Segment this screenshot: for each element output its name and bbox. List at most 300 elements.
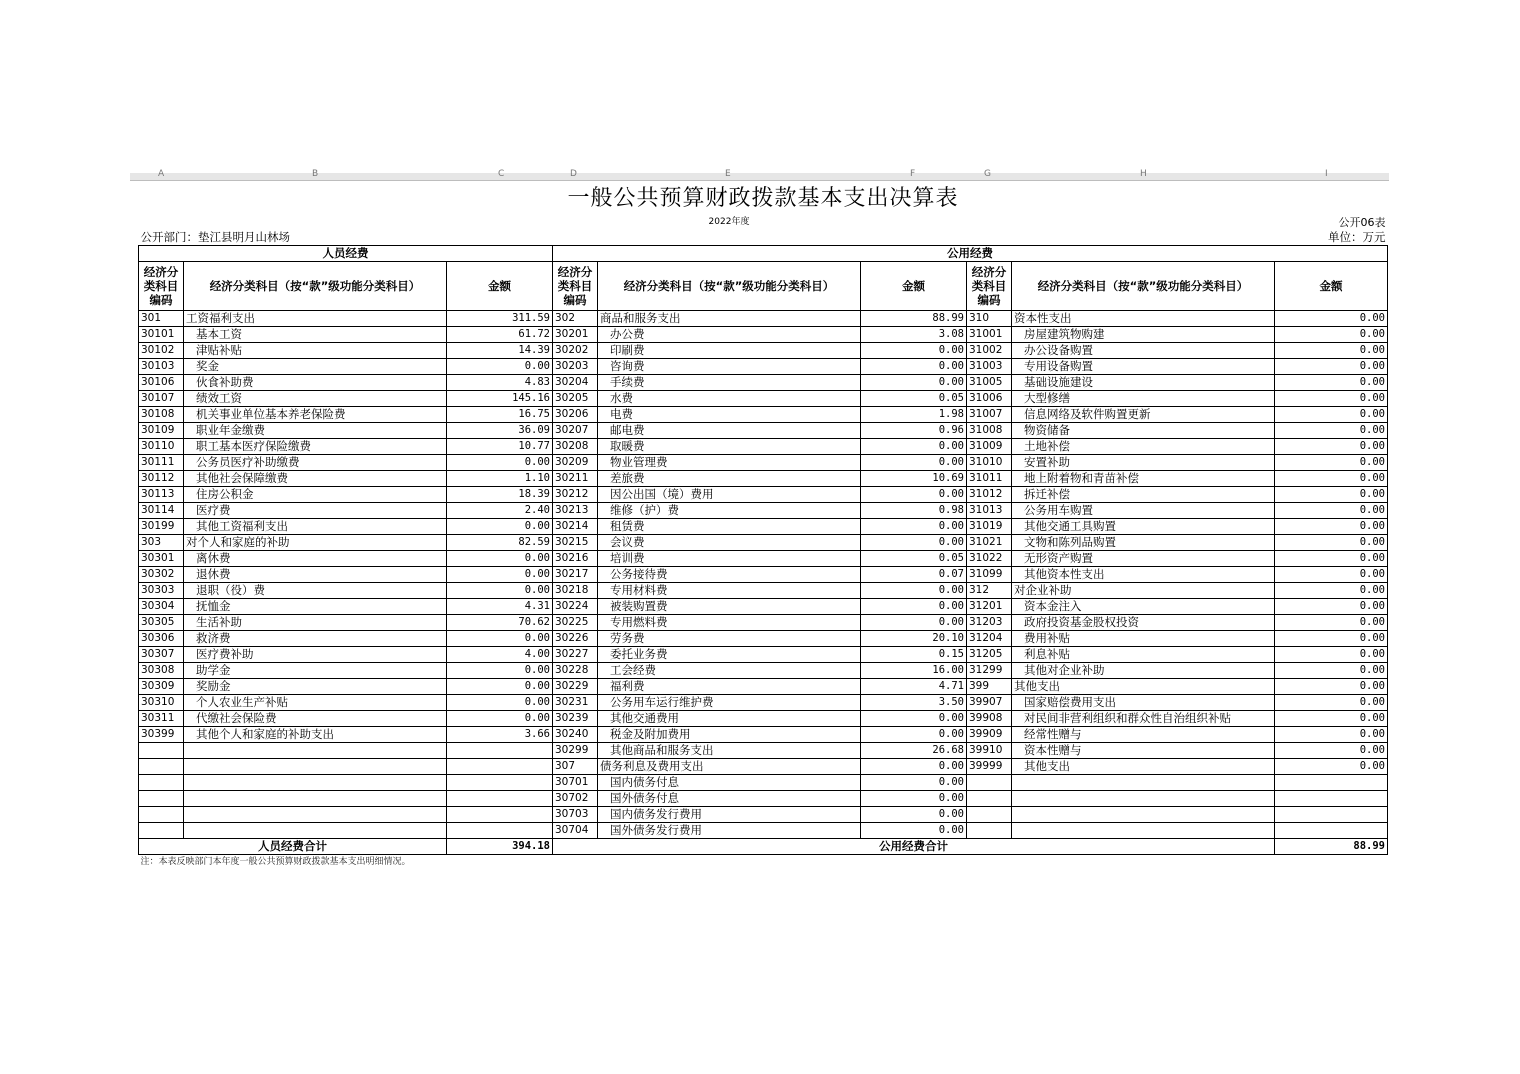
cell-code <box>139 759 184 775</box>
cell-amount: 0.00 <box>861 359 967 375</box>
cell-item-name: 其他交通工具购置 <box>1012 519 1275 535</box>
cell-amount <box>1275 775 1388 791</box>
cell-item-name: 物资储备 <box>1012 423 1275 439</box>
cell-code <box>139 791 184 807</box>
cell-item-name: 印刷费 <box>598 343 861 359</box>
cell-item-name: 公务接待费 <box>598 567 861 583</box>
cell-amount: 0.00 <box>1275 535 1388 551</box>
cell-code: 30225 <box>553 615 598 631</box>
cell-code: 30305 <box>139 615 184 631</box>
cell-amount: 0.00 <box>447 455 553 471</box>
cell-item-name <box>184 791 447 807</box>
cell-amount: 0.00 <box>1275 471 1388 487</box>
cell-amount <box>1275 791 1388 807</box>
cell-item-name: 拆迁补偿 <box>1012 487 1275 503</box>
cell-code: 31005 <box>967 375 1012 391</box>
code-header: 经济分类科目编码 <box>139 262 184 311</box>
cell-amount: 0.00 <box>1275 439 1388 455</box>
cell-amount: 0.00 <box>861 711 967 727</box>
cell-item-name: 邮电费 <box>598 423 861 439</box>
cell-amount: 10.77 <box>447 439 553 455</box>
table-row <box>139 311 1388 327</box>
cell-item-name: 租赁费 <box>598 519 861 535</box>
cell-code: 30306 <box>139 631 184 647</box>
cell-code: 30211 <box>553 471 598 487</box>
cell-item-name: 助学金 <box>184 663 447 679</box>
cell-code: 30203 <box>553 359 598 375</box>
cell-code: 31204 <box>967 631 1012 647</box>
year-label: 2022年度 <box>708 217 750 227</box>
cell-code: 39907 <box>967 695 1012 711</box>
cell-code: 30109 <box>139 423 184 439</box>
col-letter: A <box>158 169 165 179</box>
cell-amount: 2.40 <box>447 503 553 519</box>
cell-item-name: 其他资本性支出 <box>1012 567 1275 583</box>
cell-code: 30231 <box>553 695 598 711</box>
footnote: 注：本表反映部门本年度一般公共预算财政拨款基本支出明细情况。 <box>140 857 411 867</box>
cell-code: 30307 <box>139 647 184 663</box>
cell-code: 39909 <box>967 727 1012 743</box>
cell-item-name: 大型修缮 <box>1012 391 1275 407</box>
cell-amount: 0.00 <box>447 631 553 647</box>
cell-amount: 0.00 <box>1275 407 1388 423</box>
cell-item-name: 退职（役）费 <box>184 583 447 599</box>
cell-amount: 0.00 <box>447 567 553 583</box>
cell-code: 301 <box>139 311 184 327</box>
name-header: 经济分类科目（按“款”级功能分类科目） <box>1012 262 1275 311</box>
col-letter: H <box>1140 169 1147 179</box>
cell-amount: 0.00 <box>861 727 967 743</box>
cell-code: 30704 <box>553 823 598 839</box>
cell-code: 30113 <box>139 487 184 503</box>
table-row <box>139 391 1388 407</box>
cell-amount: 0.00 <box>447 359 553 375</box>
cell-item-name: 职工基本医疗保险缴费 <box>184 439 447 455</box>
cell-code <box>139 823 184 839</box>
cell-amount: 4.71 <box>861 679 967 695</box>
cell-code: 312 <box>967 583 1012 599</box>
table-row <box>139 727 1388 743</box>
cell-item-name: 国外债务发行费用 <box>598 823 861 839</box>
cell-item-name: 经常性赠与 <box>1012 727 1275 743</box>
table-row <box>139 743 1388 759</box>
cell-item-name: 专用材料费 <box>598 583 861 599</box>
cell-code: 30229 <box>553 679 598 695</box>
col-letter: F <box>910 169 916 179</box>
col-letter: C <box>498 169 505 179</box>
cell-item-name: 安置补助 <box>1012 455 1275 471</box>
cell-item-name <box>184 775 447 791</box>
cell-code: 30107 <box>139 391 184 407</box>
cell-code: 39999 <box>967 759 1012 775</box>
cell-amount: 0.00 <box>447 663 553 679</box>
cell-code: 30240 <box>553 727 598 743</box>
cell-item-name <box>184 807 447 823</box>
cell-amount: 0.00 <box>861 455 967 471</box>
cell-code: 31019 <box>967 519 1012 535</box>
cell-amount: 0.00 <box>861 615 967 631</box>
cell-item-name: 福利费 <box>598 679 861 695</box>
cell-code: 30216 <box>553 551 598 567</box>
cell-item-name: 水费 <box>598 391 861 407</box>
cell-item-name: 生活补助 <box>184 615 447 631</box>
cell-amount: 0.00 <box>861 599 967 615</box>
cell-code: 31010 <box>967 455 1012 471</box>
table-row <box>139 823 1388 839</box>
cell-item-name: 取暖费 <box>598 439 861 455</box>
cell-item-name: 国内债务付息 <box>598 775 861 791</box>
cell-amount: 0.00 <box>1275 423 1388 439</box>
cell-code: 30199 <box>139 519 184 535</box>
cell-amount <box>447 743 553 759</box>
cell-code: 30212 <box>553 487 598 503</box>
cell-item-name: 公务用车运行维护费 <box>598 695 861 711</box>
personnel-total-label: 人员经费合计 <box>139 839 447 855</box>
name-header: 经济分类科目（按“款”级功能分类科目） <box>598 262 861 311</box>
cell-item-name: 公务用车购置 <box>1012 503 1275 519</box>
cell-amount: 0.00 <box>1275 343 1388 359</box>
cell-amount: 0.00 <box>1275 311 1388 327</box>
cell-code: 30112 <box>139 471 184 487</box>
cell-amount: 88.99 <box>861 311 967 327</box>
cell-item-name: 医疗费 <box>184 503 447 519</box>
cell-code: 30110 <box>139 439 184 455</box>
name-header: 经济分类科目（按“款”级功能分类科目） <box>184 262 447 311</box>
cell-item-name: 办公设备购置 <box>1012 343 1275 359</box>
col-letter: E <box>725 169 731 179</box>
code-header: 经济分类科目编码 <box>553 262 598 311</box>
cell-item-name: 劳务费 <box>598 631 861 647</box>
cell-item-name: 其他商品和服务支出 <box>598 743 861 759</box>
cell-code: 30218 <box>553 583 598 599</box>
table-row <box>139 647 1388 663</box>
cell-amount: 0.00 <box>1275 327 1388 343</box>
cell-amount: 0.00 <box>447 711 553 727</box>
cell-code <box>139 775 184 791</box>
cell-item-name: 其他社会保障缴费 <box>184 471 447 487</box>
cell-amount: 0.00 <box>1275 631 1388 647</box>
cell-item-name: 土地补偿 <box>1012 439 1275 455</box>
cell-code: 30703 <box>553 807 598 823</box>
cell-item-name: 其他交通费用 <box>598 711 861 727</box>
cell-code: 31008 <box>967 423 1012 439</box>
cell-item-name: 工资福利支出 <box>184 311 447 327</box>
amount-header: 金额 <box>447 262 553 311</box>
cell-amount: 0.00 <box>861 487 967 503</box>
department-label: 公开部门：垫江县明月山林场 <box>140 230 290 244</box>
cell-amount: 18.39 <box>447 487 553 503</box>
cell-amount: 0.00 <box>447 519 553 535</box>
cell-code: 31007 <box>967 407 1012 423</box>
cell-code: 302 <box>553 311 598 327</box>
page-title: 一般公共预算财政拨款基本支出决算表 <box>567 185 959 211</box>
cell-item-name <box>1012 807 1275 823</box>
cell-amount: 0.00 <box>861 807 967 823</box>
table-row <box>139 519 1388 535</box>
cell-item-name: 文物和陈列品购置 <box>1012 535 1275 551</box>
col-letter: D <box>570 169 577 179</box>
cell-item-name <box>184 823 447 839</box>
cell-amount: 0.00 <box>1275 551 1388 567</box>
table-row <box>139 759 1388 775</box>
cell-amount: 4.00 <box>447 647 553 663</box>
cell-amount: 0.00 <box>1275 743 1388 759</box>
cell-code: 30226 <box>553 631 598 647</box>
cell-code: 30224 <box>553 599 598 615</box>
cell-code: 30205 <box>553 391 598 407</box>
cell-code: 31002 <box>967 343 1012 359</box>
cell-code: 31022 <box>967 551 1012 567</box>
cell-item-name <box>1012 775 1275 791</box>
amount-header: 金额 <box>1275 262 1388 311</box>
cell-code: 31011 <box>967 471 1012 487</box>
cell-amount: 3.50 <box>861 695 967 711</box>
cell-item-name: 退休费 <box>184 567 447 583</box>
cell-item-name: 费用补贴 <box>1012 631 1275 647</box>
cell-amount: 0.00 <box>861 375 967 391</box>
cell-amount: 82.59 <box>447 535 553 551</box>
cell-item-name: 其他工资福利支出 <box>184 519 447 535</box>
cell-code: 30201 <box>553 327 598 343</box>
cell-item-name: 其他对企业补助 <box>1012 663 1275 679</box>
cell-code: 30304 <box>139 599 184 615</box>
cell-amount: 20.10 <box>861 631 967 647</box>
table-row <box>139 775 1388 791</box>
cell-amount <box>447 775 553 791</box>
cell-amount: 0.00 <box>1275 615 1388 631</box>
cell-amount: 0.00 <box>447 695 553 711</box>
cell-code: 30202 <box>553 343 598 359</box>
cell-amount: 0.05 <box>861 551 967 567</box>
cell-amount: 145.16 <box>447 391 553 407</box>
cell-code: 30701 <box>553 775 598 791</box>
cell-amount: 311.59 <box>447 311 553 327</box>
cell-code: 31021 <box>967 535 1012 551</box>
cell-amount: 0.07 <box>861 567 967 583</box>
cell-item-name: 职业年金缴费 <box>184 423 447 439</box>
cell-amount: 0.00 <box>1275 519 1388 535</box>
table-row <box>139 327 1388 343</box>
cell-code: 31299 <box>967 663 1012 679</box>
cell-item-name: 培训费 <box>598 551 861 567</box>
cell-item-name: 伙食补助费 <box>184 375 447 391</box>
cell-code: 30228 <box>553 663 598 679</box>
cell-amount: 0.00 <box>1275 503 1388 519</box>
cell-code: 30702 <box>553 791 598 807</box>
public-total-label: 公用经费合计 <box>553 839 1275 855</box>
table-row <box>139 471 1388 487</box>
cell-code: 31099 <box>967 567 1012 583</box>
cell-amount: 0.00 <box>861 519 967 535</box>
public-total-value: 88.99 <box>1275 839 1388 855</box>
cell-item-name: 住房公积金 <box>184 487 447 503</box>
cell-item-name: 专用设备购置 <box>1012 359 1275 375</box>
cell-amount: 16.00 <box>861 663 967 679</box>
cell-amount: 70.62 <box>447 615 553 631</box>
cell-amount: 14.39 <box>447 343 553 359</box>
cell-item-name: 被装购置费 <box>598 599 861 615</box>
table-row <box>139 375 1388 391</box>
cell-item-name: 手续费 <box>598 375 861 391</box>
cell-amount: 3.66 <box>447 727 553 743</box>
table-row <box>139 807 1388 823</box>
cell-item-name: 奖金 <box>184 359 447 375</box>
cell-amount: 36.09 <box>447 423 553 439</box>
cell-amount: 0.00 <box>1275 647 1388 663</box>
table-row <box>139 679 1388 695</box>
table-row <box>139 695 1388 711</box>
cell-amount: 0.00 <box>1275 711 1388 727</box>
cell-item-name: 地上附着物和青苗补偿 <box>1012 471 1275 487</box>
cell-amount: 0.00 <box>1275 583 1388 599</box>
cell-item-name: 资本性支出 <box>1012 311 1275 327</box>
cell-code: 31205 <box>967 647 1012 663</box>
cell-amount: 1.10 <box>447 471 553 487</box>
personnel-total-value: 394.18 <box>447 839 553 855</box>
cell-code: 30101 <box>139 327 184 343</box>
cell-amount: 0.00 <box>861 759 967 775</box>
cell-amount: 0.00 <box>861 535 967 551</box>
cell-code: 30204 <box>553 375 598 391</box>
cell-amount: 1.98 <box>861 407 967 423</box>
cell-item-name: 津贴补贴 <box>184 343 447 359</box>
cell-item-name <box>1012 791 1275 807</box>
cell-code: 30213 <box>553 503 598 519</box>
cell-amount: 0.00 <box>1275 599 1388 615</box>
cell-code: 30308 <box>139 663 184 679</box>
cell-item-name: 国外债务付息 <box>598 791 861 807</box>
cell-code: 31009 <box>967 439 1012 455</box>
cell-item-name: 绩效工资 <box>184 391 447 407</box>
cell-amount: 0.00 <box>447 679 553 695</box>
cell-code: 30114 <box>139 503 184 519</box>
spreadsheet <box>130 169 1389 870</box>
cell-amount: 0.00 <box>861 439 967 455</box>
cell-code: 30206 <box>553 407 598 423</box>
cell-code: 30227 <box>553 647 598 663</box>
cell-item-name: 专用燃料费 <box>598 615 861 631</box>
cell-amount: 0.00 <box>1275 359 1388 375</box>
cell-amount: 0.00 <box>447 583 553 599</box>
cell-amount: 4.83 <box>447 375 553 391</box>
cell-item-name: 资本性赠与 <box>1012 743 1275 759</box>
cell-code: 30239 <box>553 711 598 727</box>
table-row <box>139 487 1388 503</box>
amount-header: 金额 <box>861 262 967 311</box>
cell-code: 39908 <box>967 711 1012 727</box>
cell-item-name: 无形资产购置 <box>1012 551 1275 567</box>
table-row <box>139 407 1388 423</box>
cell-code <box>967 823 1012 839</box>
table-row <box>139 599 1388 615</box>
table-row <box>139 503 1388 519</box>
cell-amount: 0.00 <box>447 551 553 567</box>
table-row <box>139 423 1388 439</box>
cell-code: 307 <box>553 759 598 775</box>
table-row <box>139 343 1388 359</box>
unit-label: 单位：万元 <box>1328 230 1386 244</box>
cell-amount: 0.00 <box>1275 727 1388 743</box>
cell-code: 30309 <box>139 679 184 695</box>
cell-item-name: 房屋建筑物购建 <box>1012 327 1275 343</box>
cell-code <box>967 775 1012 791</box>
cell-amount: 0.00 <box>1275 455 1388 471</box>
cell-amount: 16.75 <box>447 407 553 423</box>
cell-item-name: 委托业务费 <box>598 647 861 663</box>
cell-item-name: 因公出国（境）费用 <box>598 487 861 503</box>
cell-item-name: 离休费 <box>184 551 447 567</box>
table-row <box>139 551 1388 567</box>
column-header-bar <box>130 169 1389 181</box>
cell-amount <box>447 759 553 775</box>
cell-item-name <box>1012 823 1275 839</box>
cell-code: 30399 <box>139 727 184 743</box>
cell-item-name: 救济费 <box>184 631 447 647</box>
cell-item-name: 抚恤金 <box>184 599 447 615</box>
cell-amount: 0.00 <box>1275 759 1388 775</box>
cell-item-name: 奖励金 <box>184 679 447 695</box>
table-row <box>139 615 1388 631</box>
cell-code: 30103 <box>139 359 184 375</box>
cell-item-name: 医疗费补助 <box>184 647 447 663</box>
cell-amount: 3.08 <box>861 327 967 343</box>
cell-amount: 0.00 <box>861 343 967 359</box>
cell-amount: 10.69 <box>861 471 967 487</box>
cell-amount: 0.00 <box>861 791 967 807</box>
cell-amount <box>447 791 553 807</box>
cell-item-name: 差旅费 <box>598 471 861 487</box>
cell-code: 30215 <box>553 535 598 551</box>
table-row <box>139 663 1388 679</box>
cell-amount: 0.00 <box>1275 567 1388 583</box>
cell-item-name: 其他个人和家庭的补助支出 <box>184 727 447 743</box>
cell-code: 31201 <box>967 599 1012 615</box>
cell-item-name: 基本工资 <box>184 327 447 343</box>
cell-item-name: 机关事业单位基本养老保险费 <box>184 407 447 423</box>
cell-item-name: 国家赔偿费用支出 <box>1012 695 1275 711</box>
cell-item-name: 其他支出 <box>1012 679 1275 695</box>
cell-code: 31203 <box>967 615 1012 631</box>
cell-code: 310 <box>967 311 1012 327</box>
cell-code: 30111 <box>139 455 184 471</box>
cell-code <box>967 807 1012 823</box>
cell-amount: 0.00 <box>1275 679 1388 695</box>
cell-item-name: 债务利息及费用支出 <box>598 759 861 775</box>
cell-code: 30303 <box>139 583 184 599</box>
cell-code: 30106 <box>139 375 184 391</box>
cell-code: 31013 <box>967 503 1012 519</box>
public-group-header: 公用经费 <box>553 246 1388 262</box>
cell-item-name: 政府投资基金股权投资 <box>1012 615 1275 631</box>
cell-amount: 0.98 <box>861 503 967 519</box>
cell-amount <box>447 807 553 823</box>
cell-code: 30209 <box>553 455 598 471</box>
cell-code: 31001 <box>967 327 1012 343</box>
cell-amount: 0.00 <box>1275 375 1388 391</box>
cell-code: 30310 <box>139 695 184 711</box>
cell-code: 31006 <box>967 391 1012 407</box>
cell-code: 30214 <box>553 519 598 535</box>
cell-item-name: 商品和服务支出 <box>598 311 861 327</box>
cell-code: 30301 <box>139 551 184 567</box>
cell-amount: 4.31 <box>447 599 553 615</box>
cell-amount: 0.05 <box>861 391 967 407</box>
cell-code: 30217 <box>553 567 598 583</box>
cell-item-name: 物业管理费 <box>598 455 861 471</box>
cell-item-name: 维修（护）费 <box>598 503 861 519</box>
cell-amount: 61.72 <box>447 327 553 343</box>
table-row <box>139 791 1388 807</box>
